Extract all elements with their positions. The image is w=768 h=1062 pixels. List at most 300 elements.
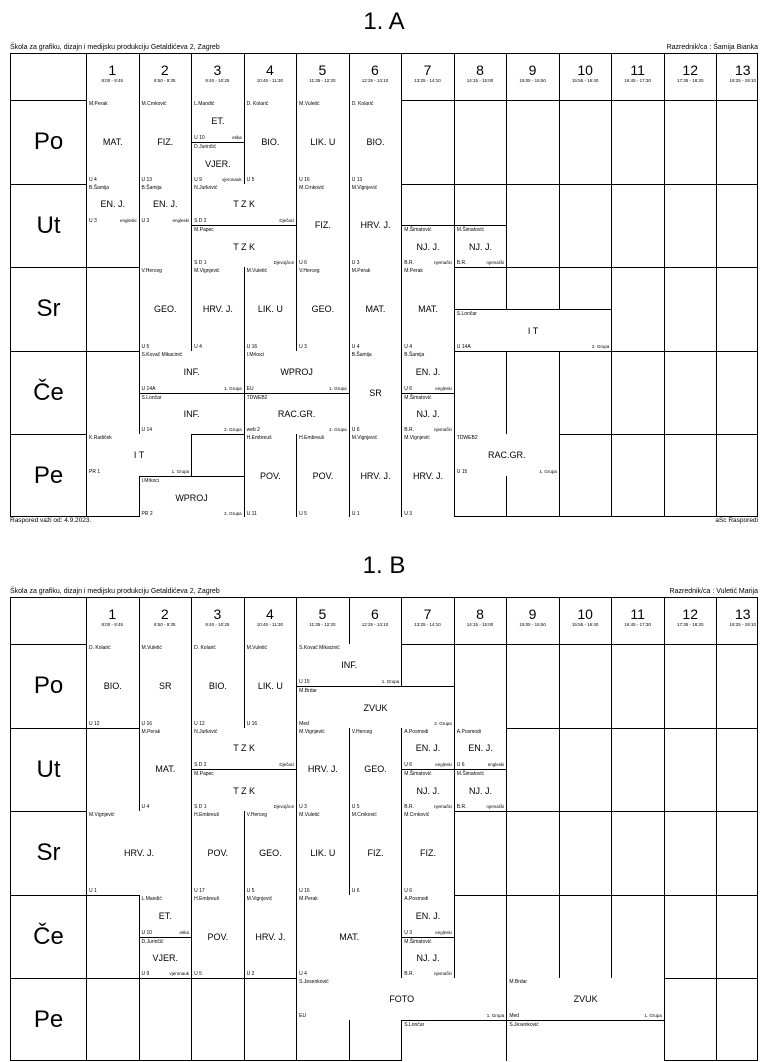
lesson-teacher: K.Radiček bbox=[89, 435, 112, 442]
lesson-cell[interactable] bbox=[297, 267, 349, 351]
period-header bbox=[191, 54, 244, 84]
lesson-room: U 17 bbox=[194, 887, 205, 894]
lesson-teacher: V.Herceg bbox=[299, 268, 320, 275]
period-time: 9:40 - 10:25 bbox=[205, 622, 230, 627]
lesson-subject: HRV. J. bbox=[360, 220, 391, 231]
lesson-room: U 3 bbox=[404, 510, 413, 517]
day-label: Sr bbox=[36, 295, 61, 323]
lesson-teacher: B.Šamija bbox=[351, 351, 372, 358]
period-number: 9 bbox=[528, 606, 537, 622]
lesson-cell[interactable] bbox=[192, 895, 244, 979]
grid-line bbox=[716, 598, 717, 1060]
lesson-teacher: M.Perak bbox=[299, 895, 318, 902]
lesson-cell[interactable] bbox=[507, 978, 664, 1020]
lesson-group: Djevojčice bbox=[273, 804, 295, 810]
period-time: 8:50 - 9:35 bbox=[154, 78, 176, 83]
lesson-subject: POV. bbox=[312, 471, 334, 482]
lesson-cell[interactable] bbox=[192, 225, 296, 267]
lesson-teacher: H.Embreuš bbox=[194, 812, 220, 819]
period-number: 6 bbox=[371, 606, 379, 622]
class-teacher: Razrednik/ca : Vuletić Marija bbox=[669, 588, 758, 595]
lesson-teacher: L.Mandić bbox=[141, 895, 162, 902]
lesson-cell[interactable] bbox=[245, 100, 297, 184]
period-time: 15:55 - 16:40 bbox=[571, 622, 599, 627]
period-number: 10 bbox=[577, 62, 593, 78]
lesson-subject: WPROJ bbox=[175, 493, 208, 504]
lesson-cell[interactable] bbox=[350, 100, 402, 184]
lesson-room: PR 2 bbox=[141, 510, 153, 517]
lesson-subject: NJ. J. bbox=[469, 786, 493, 797]
lesson-teacher: M.Vignjević bbox=[351, 184, 378, 191]
lesson-cell[interactable] bbox=[455, 225, 507, 267]
lesson-group: njemački bbox=[434, 804, 452, 810]
lesson-teacher: M.Vuletić bbox=[299, 812, 320, 819]
lesson-cell[interactable] bbox=[297, 434, 349, 518]
lesson-cell[interactable] bbox=[192, 644, 244, 728]
period-time: 18:25 - 19:10 bbox=[729, 78, 756, 83]
lesson-teacher: A.Posmodi bbox=[404, 895, 429, 902]
lesson-cell[interactable] bbox=[245, 811, 297, 895]
lesson-subject: EN. J. bbox=[100, 199, 126, 210]
lesson-room: U 9 bbox=[194, 176, 202, 183]
lesson-teacher: L.Mandić bbox=[194, 101, 215, 107]
period-time: 8:00 - 8:45 bbox=[101, 78, 124, 83]
lesson-cell[interactable] bbox=[192, 728, 296, 770]
lesson-cell[interactable] bbox=[140, 351, 244, 393]
lesson-room: PR 1 bbox=[89, 469, 101, 476]
lesson-group: Dječaci bbox=[279, 762, 295, 768]
timetable-grid bbox=[10, 53, 758, 517]
lesson-cell[interactable] bbox=[402, 225, 454, 267]
lesson-cell[interactable] bbox=[350, 434, 402, 518]
lesson-teacher: M.Crnković bbox=[141, 101, 167, 107]
lesson-cell[interactable] bbox=[192, 100, 244, 142]
grid-line bbox=[716, 54, 717, 516]
lesson-group: 1. Grupa bbox=[171, 469, 190, 475]
lesson-cell[interactable] bbox=[402, 895, 454, 937]
period-header bbox=[506, 54, 559, 84]
lesson-cell[interactable] bbox=[140, 393, 244, 435]
lesson-cell[interactable] bbox=[140, 937, 192, 979]
lesson-cell[interactable] bbox=[192, 267, 244, 351]
lesson-cell[interactable] bbox=[402, 811, 454, 895]
lesson-cell[interactable] bbox=[402, 728, 454, 770]
period-time: 15:55 - 16:40 bbox=[571, 78, 599, 83]
lesson-teacher: V.Herceg bbox=[246, 812, 267, 819]
lesson-teacher: M.Crnković bbox=[404, 812, 430, 819]
lesson-subject: EN. J. bbox=[415, 910, 441, 921]
period-header bbox=[454, 54, 507, 84]
lesson-group: 2. Grupa bbox=[329, 427, 347, 433]
lesson-group: 1. Grupa bbox=[644, 1013, 662, 1019]
lesson-subject: POV. bbox=[260, 471, 281, 482]
lesson-teacher: M.Vignjević bbox=[404, 435, 430, 442]
lesson-subject: RAC.GR. bbox=[488, 450, 526, 461]
lesson-cell[interactable] bbox=[297, 978, 506, 1020]
lesson-room: U 14A bbox=[456, 343, 471, 350]
lesson-room: B.R. bbox=[404, 804, 414, 811]
lesson-teacher: H.Embreuš bbox=[194, 895, 220, 902]
lesson-room: U 3 bbox=[299, 804, 307, 811]
lesson-group: engleski bbox=[435, 762, 452, 768]
lesson-subject: FIZ. bbox=[314, 220, 331, 231]
period-time: 11:35 - 12:20 bbox=[309, 78, 336, 83]
lesson-group: Dječaci bbox=[279, 218, 295, 224]
lesson-subject: BIO. bbox=[261, 136, 280, 147]
lesson-cell[interactable] bbox=[245, 644, 297, 728]
lesson-room: U 6 bbox=[404, 385, 413, 392]
lesson-teacher: M.Šimatović bbox=[404, 938, 432, 945]
lesson-teacher: B.Šamija bbox=[89, 184, 110, 191]
lesson-group: 1. Grupa bbox=[539, 469, 557, 475]
lesson-room: U 4 bbox=[141, 804, 150, 811]
lesson-group: njemački bbox=[486, 804, 505, 810]
period-number: 5 bbox=[318, 62, 327, 78]
lesson-cell[interactable] bbox=[402, 393, 454, 435]
lesson-subject: T Z K bbox=[233, 743, 256, 754]
lesson-teacher: S.Jesenković bbox=[299, 979, 329, 986]
lesson-subject: NJ. J. bbox=[416, 242, 440, 253]
lesson-subject: SR bbox=[369, 387, 382, 398]
period-header bbox=[559, 54, 612, 84]
period-time: 11:35 - 12:20 bbox=[309, 622, 336, 627]
lesson-cell[interactable] bbox=[140, 476, 244, 518]
lesson-cell[interactable] bbox=[455, 769, 507, 811]
lesson-group: engleski bbox=[172, 218, 190, 224]
lesson-room: U 15 bbox=[456, 469, 468, 476]
day-label: Ut bbox=[36, 755, 61, 783]
lesson-subject: HRV. J. bbox=[255, 931, 286, 942]
lesson-teacher: B.Šamija bbox=[141, 184, 162, 191]
lesson-teacher: D. Kolarić bbox=[246, 101, 269, 107]
lesson-subject: FOTO bbox=[389, 994, 415, 1005]
lesson-cell[interactable] bbox=[245, 434, 297, 518]
lesson-cell[interactable] bbox=[87, 434, 191, 476]
lesson-subject: POV. bbox=[207, 931, 229, 942]
lesson-teacher: D. Kolarić bbox=[89, 645, 111, 651]
lesson-subject: I T bbox=[133, 450, 145, 461]
lesson-subject: FIZ. bbox=[420, 847, 436, 858]
lesson-subject: NJ. J. bbox=[416, 409, 440, 420]
lesson-teacher: D.Jurinčić bbox=[141, 938, 164, 945]
lesson-group: 2. Grupa bbox=[591, 343, 610, 349]
school-name: Škola za grafiku, dizajn i medijsku produkciju Getaldićeva 2, Zagreb bbox=[10, 588, 220, 595]
lesson-subject: HRV. J. bbox=[124, 847, 155, 858]
lesson-subject: EN. J. bbox=[415, 366, 441, 377]
period-time: 13:25 - 14:10 bbox=[414, 78, 441, 83]
lesson-teacher: A.Posmodi bbox=[456, 728, 481, 735]
lesson-teacher: TDWEB2 bbox=[456, 435, 478, 442]
lesson-subject: BIO. bbox=[208, 680, 227, 691]
lesson-cell[interactable] bbox=[245, 351, 349, 393]
lesson-cell[interactable] bbox=[140, 100, 192, 184]
lesson-cell[interactable] bbox=[507, 1020, 664, 1062]
lesson-teacher: M.Perak bbox=[89, 101, 108, 107]
lesson-teacher: B.Šamija bbox=[404, 351, 425, 358]
lesson-cell[interactable] bbox=[87, 644, 139, 728]
period-number: 13 bbox=[734, 606, 751, 622]
lesson-teacher: N.Jurković bbox=[194, 184, 218, 191]
lesson-cell[interactable] bbox=[245, 393, 349, 435]
day-label: Pe bbox=[33, 462, 64, 490]
lesson-teacher: M.Brdar bbox=[299, 687, 317, 694]
lesson-room: U 14 bbox=[141, 427, 153, 434]
lesson-cell[interactable] bbox=[297, 184, 349, 268]
period-number: 4 bbox=[265, 62, 274, 78]
lesson-subject: I T bbox=[527, 325, 539, 336]
lesson-room: U 3 bbox=[89, 218, 97, 225]
lesson-room: B.R. bbox=[404, 971, 414, 978]
lesson-subject: BIO. bbox=[366, 136, 385, 147]
lesson-room: U 6 bbox=[299, 260, 307, 267]
lesson-teacher: M.Vignjević bbox=[194, 268, 220, 275]
day-label: Po bbox=[33, 128, 64, 155]
lesson-room: U 5 bbox=[246, 887, 255, 894]
lesson-teacher: V.Herceg bbox=[141, 268, 162, 275]
lesson-cell[interactable] bbox=[140, 644, 192, 728]
lesson-subject: ET. bbox=[158, 910, 172, 921]
period-number: 7 bbox=[423, 606, 432, 622]
lesson-group: etika bbox=[232, 134, 242, 140]
lesson-cell[interactable] bbox=[87, 184, 139, 226]
class-title: 1. A bbox=[363, 8, 405, 35]
lesson-room: U 13 bbox=[351, 176, 363, 183]
lesson-cell[interactable] bbox=[350, 184, 402, 268]
lesson-teacher: M.Vuletić bbox=[141, 645, 162, 651]
lesson-subject: EN. J. bbox=[153, 199, 178, 210]
lesson-subject: INF. bbox=[183, 409, 200, 420]
period-number: 5 bbox=[318, 606, 327, 622]
lesson-subject: EN. J. bbox=[468, 743, 493, 754]
lesson-subject: INF. bbox=[341, 659, 358, 670]
lesson-subject: T Z K bbox=[233, 242, 256, 253]
lesson-cell[interactable] bbox=[297, 728, 349, 812]
lesson-room: U 4 bbox=[194, 343, 202, 350]
lesson-room: U 4 bbox=[351, 343, 360, 350]
lesson-cell[interactable] bbox=[455, 309, 612, 351]
period-header bbox=[716, 598, 768, 628]
lesson-cell[interactable] bbox=[297, 811, 349, 895]
lesson-room: U 5 bbox=[246, 176, 255, 183]
lesson-room: U 16 bbox=[299, 887, 310, 894]
lesson-teacher: S.Kovač Mikacinić bbox=[299, 645, 340, 651]
day-label: Po bbox=[33, 672, 64, 699]
period-header bbox=[139, 54, 192, 84]
period-header bbox=[611, 54, 664, 84]
lesson-room: Med bbox=[509, 1013, 520, 1020]
lesson-room: U 4 bbox=[404, 343, 413, 350]
valid-from: Raspored važi od: 4.9.2023. bbox=[10, 517, 92, 524]
period-time: 8:00 - 8:45 bbox=[101, 622, 124, 627]
period-header bbox=[506, 598, 559, 628]
lesson-cell[interactable] bbox=[350, 728, 402, 812]
lesson-group: 2. Grupa bbox=[434, 720, 452, 726]
lesson-teacher: M.Papec bbox=[194, 771, 214, 778]
lesson-room: EU bbox=[246, 385, 254, 392]
lesson-room: S D 1 bbox=[194, 260, 207, 267]
lesson-teacher: M.Crnković bbox=[299, 184, 325, 191]
lesson-group: 2. Grupa bbox=[224, 427, 242, 433]
period-header bbox=[244, 54, 297, 84]
period-number: 3 bbox=[213, 62, 222, 78]
lesson-room: U 12 bbox=[194, 720, 205, 727]
period-time: 12:25 - 13:10 bbox=[361, 78, 389, 83]
lesson-subject: NJ. J. bbox=[416, 953, 440, 964]
period-number: 12 bbox=[682, 606, 698, 622]
lesson-teacher: M.Šimatović bbox=[404, 771, 432, 778]
lesson-group: 1. Grupa bbox=[224, 385, 242, 391]
lesson-teacher: I.Mrkoci bbox=[246, 351, 265, 358]
period-header bbox=[611, 598, 664, 628]
lesson-group: etika bbox=[179, 929, 190, 935]
lesson-room: U 13 bbox=[141, 176, 153, 183]
lesson-group: njemački bbox=[434, 971, 452, 977]
lesson-room: U 6 bbox=[404, 762, 413, 769]
lesson-cell[interactable] bbox=[140, 895, 192, 937]
lesson-teacher: D. Kolarić bbox=[194, 645, 216, 651]
lesson-group: Djevojčice bbox=[273, 260, 295, 266]
lesson-teacher: M.Brdar bbox=[509, 979, 528, 986]
lesson-group: 1. Grupa bbox=[381, 678, 400, 684]
lesson-cell[interactable] bbox=[245, 895, 297, 979]
lesson-cell[interactable] bbox=[455, 728, 507, 770]
lesson-subject: T Z K bbox=[233, 786, 256, 797]
lesson-group: engleski bbox=[487, 762, 505, 768]
lesson-cell[interactable] bbox=[192, 184, 296, 226]
period-header bbox=[86, 54, 139, 84]
period-time: 12:25 - 13:10 bbox=[361, 622, 389, 627]
period-number: 10 bbox=[577, 606, 593, 622]
lesson-room: U 3 bbox=[299, 343, 307, 350]
lesson-teacher: I.Mrkoci bbox=[141, 478, 160, 485]
lesson-room: U 4 bbox=[89, 176, 97, 183]
class-title: 1. B bbox=[362, 552, 406, 579]
period-number: 3 bbox=[213, 606, 222, 622]
lesson-room: U 16 bbox=[246, 720, 258, 727]
lesson-cell[interactable] bbox=[192, 769, 296, 811]
lesson-subject: MAT. bbox=[418, 303, 438, 314]
lesson-group: 1. Grupa bbox=[329, 385, 347, 391]
period-header bbox=[296, 54, 349, 84]
period-number: 11 bbox=[630, 606, 645, 622]
lesson-subject: ZVUK bbox=[363, 702, 388, 713]
lesson-cell[interactable] bbox=[402, 434, 454, 518]
lesson-room: U 5 bbox=[299, 510, 307, 517]
lesson-cell[interactable] bbox=[140, 728, 192, 812]
period-time: 14:15 - 15:00 bbox=[466, 78, 494, 83]
lesson-subject: HRV. J. bbox=[307, 764, 338, 775]
lesson-group: vjeronauk bbox=[222, 176, 242, 182]
lesson-teacher: M.Šimatović bbox=[404, 394, 432, 401]
lesson-room: U 12 bbox=[89, 720, 100, 727]
lesson-subject: NJ. J. bbox=[416, 786, 440, 797]
period-time: 10:45 - 11:30 bbox=[256, 78, 283, 83]
lesson-subject: LIK. U bbox=[257, 303, 283, 314]
lesson-teacher: M.Šimatović bbox=[404, 227, 432, 234]
lesson-cell[interactable] bbox=[140, 184, 192, 226]
lesson-room: U 4 bbox=[299, 971, 307, 978]
period-time: 18:25 - 19:10 bbox=[729, 622, 756, 627]
lesson-subject: INF. bbox=[183, 366, 200, 377]
lesson-cell[interactable] bbox=[192, 811, 244, 895]
period-number: 1 bbox=[108, 606, 117, 622]
lesson-room: Med bbox=[299, 720, 309, 727]
period-number: 7 bbox=[423, 62, 432, 78]
lesson-room: U 5 bbox=[194, 971, 202, 978]
lesson-room: U 9 bbox=[141, 971, 150, 978]
grid-line bbox=[611, 54, 612, 516]
lesson-cell[interactable] bbox=[402, 769, 454, 811]
lesson-teacher: A.Posmodi bbox=[404, 728, 429, 735]
lesson-room: U 10 bbox=[194, 134, 205, 141]
lesson-teacher: S.Lončar bbox=[404, 1022, 425, 1029]
lesson-group: 1. Grupa bbox=[486, 1013, 505, 1019]
school-name: Škola za grafiku, dizajn i medijsku produkciju Getaldićeva 2, Zagreb bbox=[10, 44, 220, 51]
lesson-room: S D 2 bbox=[194, 762, 207, 769]
lesson-subject: EN. J. bbox=[415, 743, 441, 754]
lesson-teacher: H.Embreuš bbox=[299, 435, 325, 442]
lesson-cell[interactable] bbox=[455, 434, 559, 476]
lesson-cell[interactable] bbox=[297, 895, 401, 979]
lesson-cell[interactable] bbox=[350, 351, 402, 435]
period-time: 8:50 - 9:35 bbox=[154, 622, 176, 627]
lesson-room: U 2 bbox=[246, 971, 255, 978]
lesson-teacher: S.Kovač Mikacinić bbox=[141, 351, 183, 358]
lesson-teacher: M.Vuletić bbox=[299, 101, 320, 107]
period-time: 16:45 - 17:30 bbox=[624, 78, 651, 83]
lesson-cell[interactable] bbox=[297, 100, 349, 184]
lesson-cell[interactable] bbox=[297, 686, 454, 728]
period-header bbox=[191, 598, 244, 628]
lesson-room: U 16 bbox=[299, 176, 310, 183]
lesson-cell[interactable] bbox=[245, 267, 297, 351]
lesson-subject: MAT. bbox=[102, 136, 123, 147]
lesson-subject: HRV. J. bbox=[202, 303, 233, 314]
lesson-subject: WPROJ bbox=[280, 366, 313, 377]
lesson-cell[interactable] bbox=[297, 644, 401, 686]
lesson-teacher: V.Herceg bbox=[351, 728, 373, 735]
lesson-subject: ZVUK bbox=[573, 994, 598, 1005]
lesson-cell[interactable] bbox=[402, 1020, 506, 1062]
lesson-cell[interactable] bbox=[402, 937, 454, 979]
lesson-room: U 11 bbox=[246, 510, 257, 517]
lesson-room: B.R. bbox=[456, 804, 467, 811]
lesson-cell[interactable] bbox=[350, 267, 402, 351]
lesson-teacher: N.Jurković bbox=[194, 728, 218, 735]
lesson-teacher: H.Embreuš bbox=[246, 435, 272, 442]
lesson-cell[interactable] bbox=[140, 267, 192, 351]
lesson-subject: HRV. J. bbox=[412, 471, 443, 482]
lesson-cell[interactable] bbox=[402, 351, 454, 393]
timetable-grid bbox=[10, 597, 758, 1061]
lesson-subject: LIK. U bbox=[257, 680, 283, 691]
lesson-subject: RAC.GR. bbox=[277, 409, 316, 420]
period-header bbox=[664, 54, 717, 84]
lesson-subject: HRV. J. bbox=[360, 471, 391, 482]
period-header bbox=[454, 598, 507, 628]
lesson-cell[interactable] bbox=[192, 142, 244, 184]
lesson-cell[interactable] bbox=[402, 267, 454, 351]
period-header bbox=[244, 598, 297, 628]
lesson-teacher: M.Papec bbox=[194, 227, 214, 234]
lesson-teacher: M.Perak bbox=[404, 268, 423, 275]
lesson-subject: NJ. J. bbox=[469, 242, 493, 253]
lesson-cell[interactable] bbox=[350, 811, 402, 895]
lesson-cell[interactable] bbox=[87, 811, 191, 895]
lesson-room: U 6 bbox=[456, 762, 465, 769]
lesson-group: 2. Grupa bbox=[224, 510, 242, 516]
lesson-cell[interactable] bbox=[87, 100, 139, 184]
